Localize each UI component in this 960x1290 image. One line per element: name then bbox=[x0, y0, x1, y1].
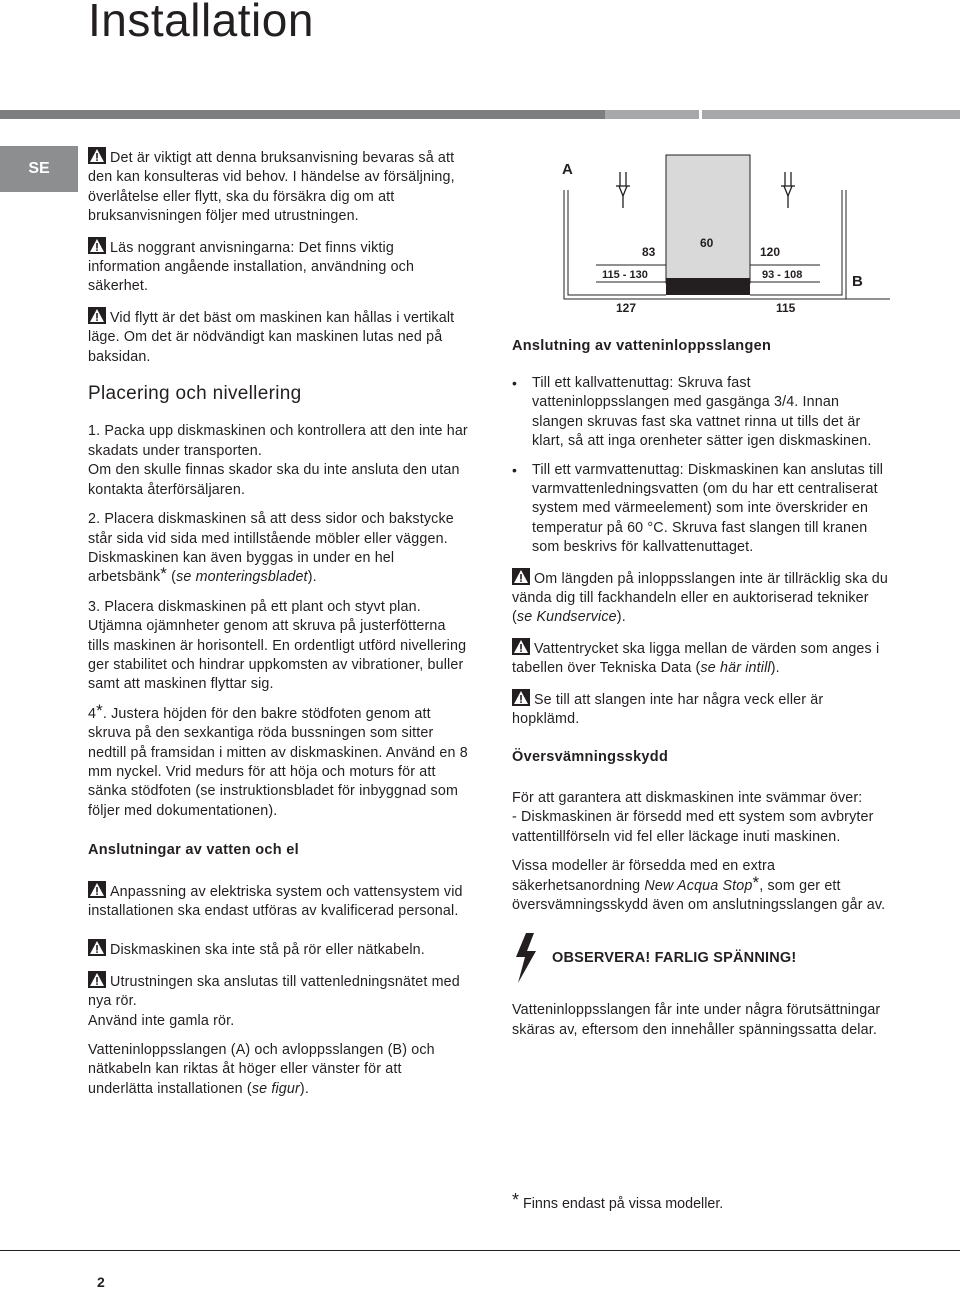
paragraph-do-not-cut: Vatteninloppsslangen får inte under några förutsättningar skäras av, eftersom den innehåller spänningssatta delar. bbox=[512, 1002, 881, 1038]
paren-close: ). bbox=[299, 1080, 309, 1097]
label-b: B bbox=[852, 273, 863, 290]
step-1-note: Om den skulle finnas skador ska du inte ansluta den utan kontakta återförsäljaren. bbox=[88, 462, 460, 498]
list-item bbox=[512, 461, 892, 558]
dimension-120: 120 bbox=[760, 245, 781, 259]
paragraph-qualified-personnel bbox=[88, 881, 468, 922]
paren-close: ). bbox=[307, 569, 317, 586]
text-no-kinks: Se till att slangen inte har några veck eller är hopklämd. bbox=[512, 691, 824, 728]
heading-inlet-hose: Anslutning av vatteninloppsslangen bbox=[512, 338, 772, 354]
dimension-115: 115 bbox=[776, 301, 796, 315]
text-no-pipes: Diskmaskinen ska inte stå på rör eller nätkabeln. bbox=[110, 942, 425, 959]
reference-here: se här intill bbox=[700, 660, 771, 677]
warning-triangle-icon bbox=[88, 307, 106, 324]
reference-mounting-sheet: se monteringsbladet bbox=[176, 569, 308, 586]
danger-notice bbox=[512, 933, 892, 983]
paragraph-new-pipes bbox=[88, 971, 468, 1012]
text-hose-direction: Vatteninloppsslangen (A) och avloppsslangen (B) och nätkabeln kan riktas åt höger eller vänster för att underlätta installationen ( bbox=[88, 1042, 435, 1097]
text-acqua-stop-b: , som ger ett översvämningsskydd även om anslutningsslangen går av. bbox=[512, 877, 886, 913]
warning-triangle-icon bbox=[88, 147, 106, 164]
hose-routing-diagram bbox=[556, 150, 896, 325]
header-bar-light bbox=[605, 110, 699, 119]
warning-triangle-icon bbox=[88, 237, 106, 254]
text-acqua-stop-a: Vissa modeller är försedda med en extra säkerhetsanordning bbox=[512, 858, 776, 894]
page-title: Installation bbox=[88, 0, 314, 46]
asterisk: * bbox=[96, 700, 103, 720]
paragraph-keep-manual bbox=[88, 147, 468, 227]
left-column bbox=[88, 147, 468, 1109]
paragraph-flood-system: - Diskmaskinen är försedd med ett system som avbryter vattentillförseln vid fel eller läckage inuti maskinen. bbox=[512, 809, 874, 845]
warning-triangle-icon bbox=[88, 939, 106, 956]
step-1: 1. Packa upp diskmaskinen och kontrollera att den inte har skadats under transporten. bbox=[88, 423, 468, 459]
warning-triangle-icon bbox=[88, 971, 106, 988]
danger-label: OBSERVERA! FARLIG SPÄNNING! bbox=[552, 949, 797, 966]
paragraph-no-old-pipes: Använd inte gamla rör. bbox=[88, 1012, 235, 1029]
header-bar-light-right bbox=[702, 110, 960, 119]
footnote-text: Finns endast på vissa modeller. bbox=[523, 1196, 724, 1212]
paren-close: ). bbox=[770, 660, 780, 677]
header-bar-dark bbox=[0, 110, 605, 119]
paren-open: ( bbox=[167, 569, 177, 586]
page-number: 2 bbox=[97, 1274, 105, 1290]
paragraph-no-pipes bbox=[88, 939, 468, 960]
dimension-127: 127 bbox=[616, 301, 637, 315]
asterisk: * bbox=[160, 564, 168, 584]
paragraph-water-pressure bbox=[512, 638, 892, 679]
language-tab: SE bbox=[0, 146, 78, 192]
reference-figure: se figur bbox=[251, 1080, 300, 1097]
footnote bbox=[512, 1190, 724, 1212]
step-2 bbox=[88, 510, 468, 588]
text-hot-water: Till ett varmvattenuttag: Diskmaskinen kan anslutas till varmvattenledningsvatten (om du har ett centraliserat system med värmeelement) som inte överskrider en temperatur på 60 °C. Skruva fast slangen till kranen som beskrivs för kallvattenuttaget. bbox=[532, 461, 884, 556]
dimension-93-108: 93 - 108 bbox=[762, 269, 803, 281]
dimension-60: 60 bbox=[700, 236, 714, 250]
high-voltage-bolt-icon bbox=[512, 933, 540, 983]
step-4-number: 4 bbox=[88, 705, 97, 722]
paragraph-flood-intro: För att garantera att diskmaskinen inte svämmar över: bbox=[512, 789, 863, 806]
paragraph-moving bbox=[88, 307, 468, 367]
faucet-icon bbox=[781, 172, 795, 208]
subsection-title-connections: Anslutningar av vatten och el bbox=[88, 842, 299, 859]
paragraph-acqua-stop bbox=[512, 857, 892, 915]
dishwasher-body bbox=[666, 155, 750, 283]
paragraph-no-kinks bbox=[512, 689, 892, 730]
asterisk: * bbox=[512, 1190, 520, 1210]
text-cold-water: Till ett kallvattenuttag: Skruva fast vatteninloppsslangen med gasgänga 3/4. Innan slangen skruvas fast ska vattnet rinna ut tills det är klart, så att inga orenheter sätter igen diskmaskinen. bbox=[532, 375, 872, 450]
text-moving: Vid flytt är det bäst om maskinen kan hållas i vertikalt läge. Om det är nödvändigt kan maskinen lutas ned på baksidan. bbox=[88, 309, 455, 365]
footer-rule bbox=[0, 1250, 960, 1251]
paragraph-hose-length bbox=[512, 568, 892, 628]
paragraph-hose-direction bbox=[88, 1041, 468, 1099]
faucet-icon bbox=[616, 172, 630, 208]
warning-triangle-icon bbox=[88, 881, 106, 898]
step-4-text: . Justera höjden för den bakre stödfoten genom att skruva på den sexkantiga röda bussningen som sitter nedtill på framsidan i mitten av diskmaskinen. Använd en 8 mm nyckel. Vrid medurs för att höja och moturs för att sänka stödfoten (se instruktionsbladet för inbyggnad som följer med dokumentationen). bbox=[88, 705, 468, 819]
text-read-instructions: Läs noggrant anvisningarna: Det finns viktig information angående installation, användning och säkerhet. bbox=[88, 239, 415, 295]
list-item bbox=[512, 374, 892, 452]
warning-triangle-icon bbox=[512, 638, 530, 655]
label-a: A bbox=[562, 161, 573, 178]
text-qualified-personnel: Anpassning av elektriska system och vattensystem vid installationen ska endast utföras av kvalificerad personal. bbox=[88, 883, 463, 919]
bullet-icon: • bbox=[512, 461, 518, 478]
step-4 bbox=[88, 700, 468, 821]
warning-triangle-icon bbox=[512, 689, 530, 706]
asterisk: * bbox=[752, 872, 760, 892]
text-hose-length: Om längden på inloppsslangen inte är tillräcklig ska du vända dig till fackhandeln eller en auktoriserad tekniker ( bbox=[512, 570, 888, 626]
reference-customer-service: se Kundservice bbox=[516, 609, 617, 626]
warning-triangle-icon bbox=[512, 568, 530, 585]
dimension-115-130: 115 - 130 bbox=[602, 269, 648, 281]
step-3: 3. Placera diskmaskinen på ett plant och styvt plan. Utjämna ojämnheter genom att skruva på justerfötterna tills maskinen är horisontell. En ordentligt utförd nivellering ger stabilitet och hindrar uppkomsten av vibrationer, buller samt att maskinen flyttar sig. bbox=[88, 598, 467, 693]
section-title-placement: Placering och nivellering bbox=[88, 383, 302, 405]
bullet-icon: • bbox=[512, 375, 518, 391]
text-keep-manual: Det är viktigt att denna bruksanvisning bevaras så att den kan konsulteras vid behov. I händelse av försäljning, överlåtelse eller flytt, ska du försäkra dig om att bruksanvisningen följer med utrustningen. bbox=[88, 150, 455, 225]
subsection-title-flood-protection: Översvämningsskydd bbox=[512, 748, 669, 765]
product-name-acqua-stop: New Acqua Stop bbox=[644, 877, 753, 894]
step-2-text: 2. Placera diskmaskinen så att dess sidor och bakstycke står sida vid sida med intillstående möbler eller väggen. Diskmaskinen kan även byggas in under en hel arbetsbänk bbox=[88, 511, 454, 586]
dimension-83: 83 bbox=[642, 245, 656, 259]
paragraph-read-instructions bbox=[88, 237, 468, 297]
right-column bbox=[512, 374, 892, 1050]
dishwasher-base bbox=[666, 278, 750, 295]
paren-close: ). bbox=[616, 609, 626, 626]
text-water-pressure: Vattentrycket ska ligga mellan de värden som anges i tabellen över Tekniska Data ( bbox=[512, 640, 880, 677]
text-new-pipes: Utrustningen ska anslutas till vattenledningsnätet med nya rör. bbox=[88, 973, 460, 1010]
